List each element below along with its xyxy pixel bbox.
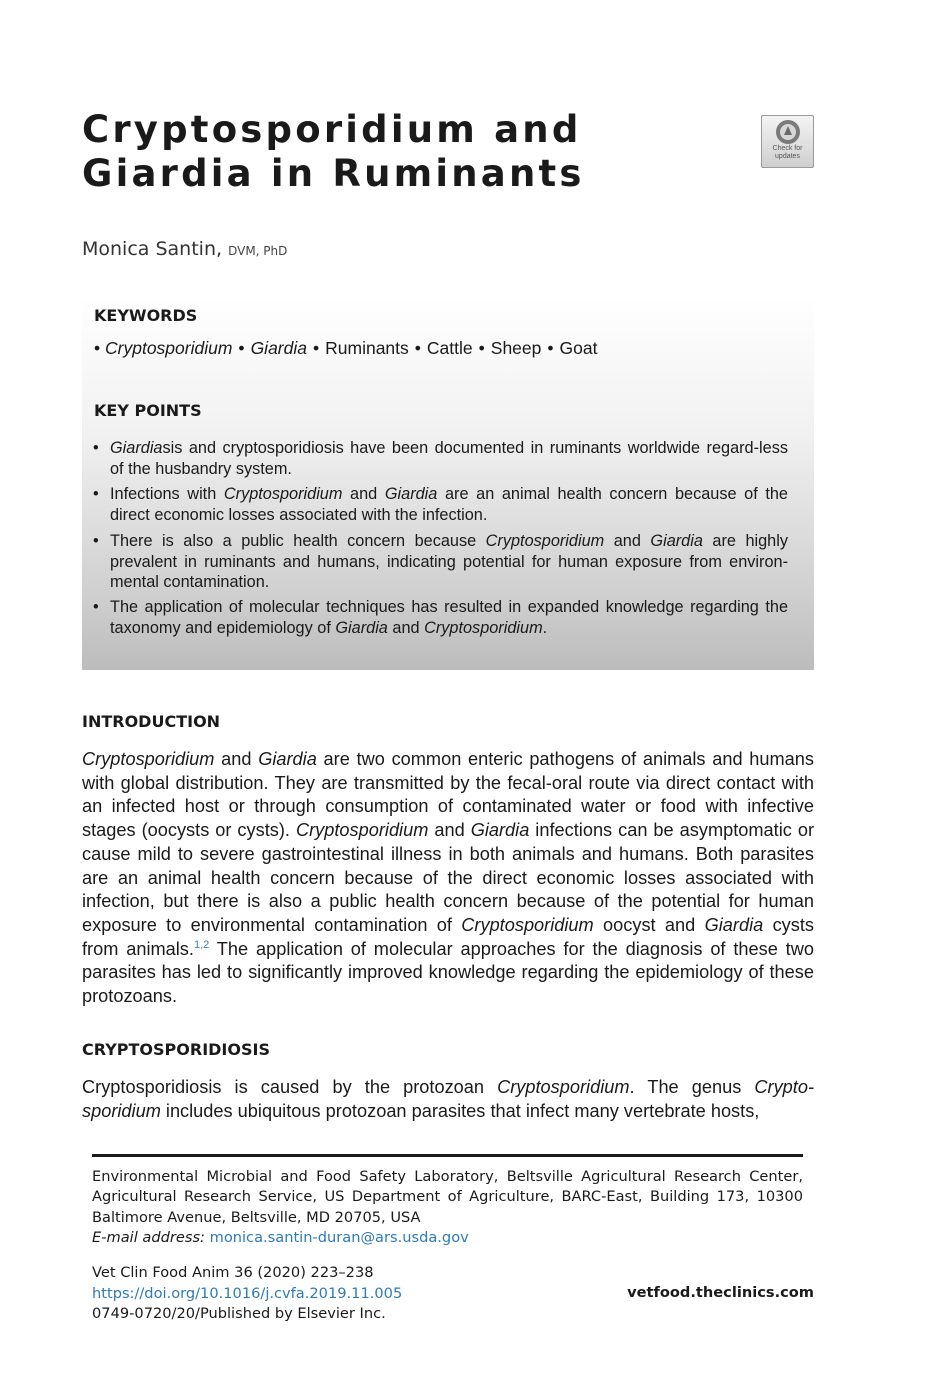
keywords-list: • Cryptosporidium • Giardia • Ruminants • Cattle • Sheep • Goat <box>94 338 598 358</box>
key-point-item: • Infections with Cryptosporidium and Giardia are an animal health concern because of the direct economic losses associated with the infection. <box>110 484 788 525</box>
cryptosporidiosis-paragraph: Cryptosporidiosis is caused by the protozoan Cryptosporidium. The genus Crypto-sporidium includes ubiquitous protozoan parasites that infect many vertebrate hosts, <box>82 1077 814 1121</box>
keywords-heading: KEYWORDS <box>94 306 198 325</box>
keyword-item: Cryptosporidium <box>105 338 233 358</box>
introduction-text-continued: The application of molecular approaches for the diagnosis of these two parasites has led to significantly improved knowledge regarding the epidemiology of these protozoans. <box>82 938 814 1007</box>
issn-line: 0749-0720/20/Published by Elsevier Inc. <box>92 1305 386 1323</box>
journal-citation: Vet Clin Food Anim 36 (2020) 223–238 <box>92 1264 374 1281</box>
article-title <box>82 108 722 196</box>
keyword-item: Cattle <box>426 338 473 358</box>
key-point-item: • The application of molecular techniques has resulted in expanded knowledge regarding the taxonomy and epidemiology of Giardia and Cryptosporidium. <box>110 597 788 638</box>
publication-meta <box>92 1263 402 1325</box>
key-point-item: • Giardiasis and cryptosporidiosis have been documented in ruminants worldwide regard-less of the husbandry system. <box>110 438 788 479</box>
article-title-line2: Giardia in Ruminants <box>82 152 585 195</box>
footer-divider <box>92 1154 803 1157</box>
email-link[interactable]: monica.santin-duran@ars.usda.gov <box>209 1229 469 1247</box>
keyword-item: Giardia <box>250 338 307 358</box>
check-for-updates-badge[interactable] <box>761 115 814 168</box>
author-line <box>82 238 287 260</box>
citation-link[interactable]: 1,2 <box>193 938 210 951</box>
badge-label-1: Check for <box>772 145 803 152</box>
keyword-item: Sheep <box>490 338 542 358</box>
article-title-line1: Cryptosporidium and <box>82 108 582 151</box>
introduction-paragraph <box>82 748 814 1009</box>
affiliation-block <box>92 1167 803 1249</box>
journal-website[interactable]: vetfood.theclinics.com <box>627 1284 814 1301</box>
badge-label-2: updates <box>775 153 800 160</box>
introduction-heading: INTRODUCTION <box>82 712 221 731</box>
keyword-item: Ruminants <box>325 338 409 358</box>
email-label: E-mail address: <box>92 1229 205 1247</box>
doi-link[interactable]: https://doi.org/10.1016/j.cvfa.2019.11.005 <box>92 1284 403 1302</box>
keywords-box <box>82 296 814 670</box>
key-point-item: • There is also a public health concern because Cryptosporidium and Giardia are highly prevalent in ruminants and humans, indicating potential for human exposure from environ-mental contamination. <box>110 531 788 593</box>
check-for-updates-icon <box>775 119 801 145</box>
cryptosporidiosis-heading: CRYPTOSPORIDIOSIS <box>82 1040 270 1059</box>
affiliation-text: Environmental Microbial and Food Safety Laboratory, Beltsville Agricultural Research Center, Agricultural Research Service, US Department of Agriculture, BARC-East, Building 173, 10300 Baltimore Avenue, Beltsville, MD 20705, USA <box>92 1168 803 1226</box>
key-points-heading: KEY POINTS <box>94 401 202 420</box>
keyword-item: Goat <box>559 338 598 358</box>
author-name: Monica Santin, <box>82 238 223 260</box>
introduction-text: Cryptosporidium and Giardia are two common enteric pathogens of animals and humans with global distribution. They are transmitted by the fecal-oral route via direct contact with an infected host or through consumption of contaminated water or food with infective stages (oocysts or cysts). Cryptosporidium and Giardia infections can be asymptomatic or cause mild to severe gastrointestinal illness in both animals and humans. Both parasites are an animal health concern because of the direct economic losses associated with infection, but there is also a public health concern because of the potential for human exposure to environmental contamination of Cryptosporidium oocyst and Giardia cysts from animals. <box>82 749 815 959</box>
author-degrees: DVM, PhD <box>228 244 288 258</box>
